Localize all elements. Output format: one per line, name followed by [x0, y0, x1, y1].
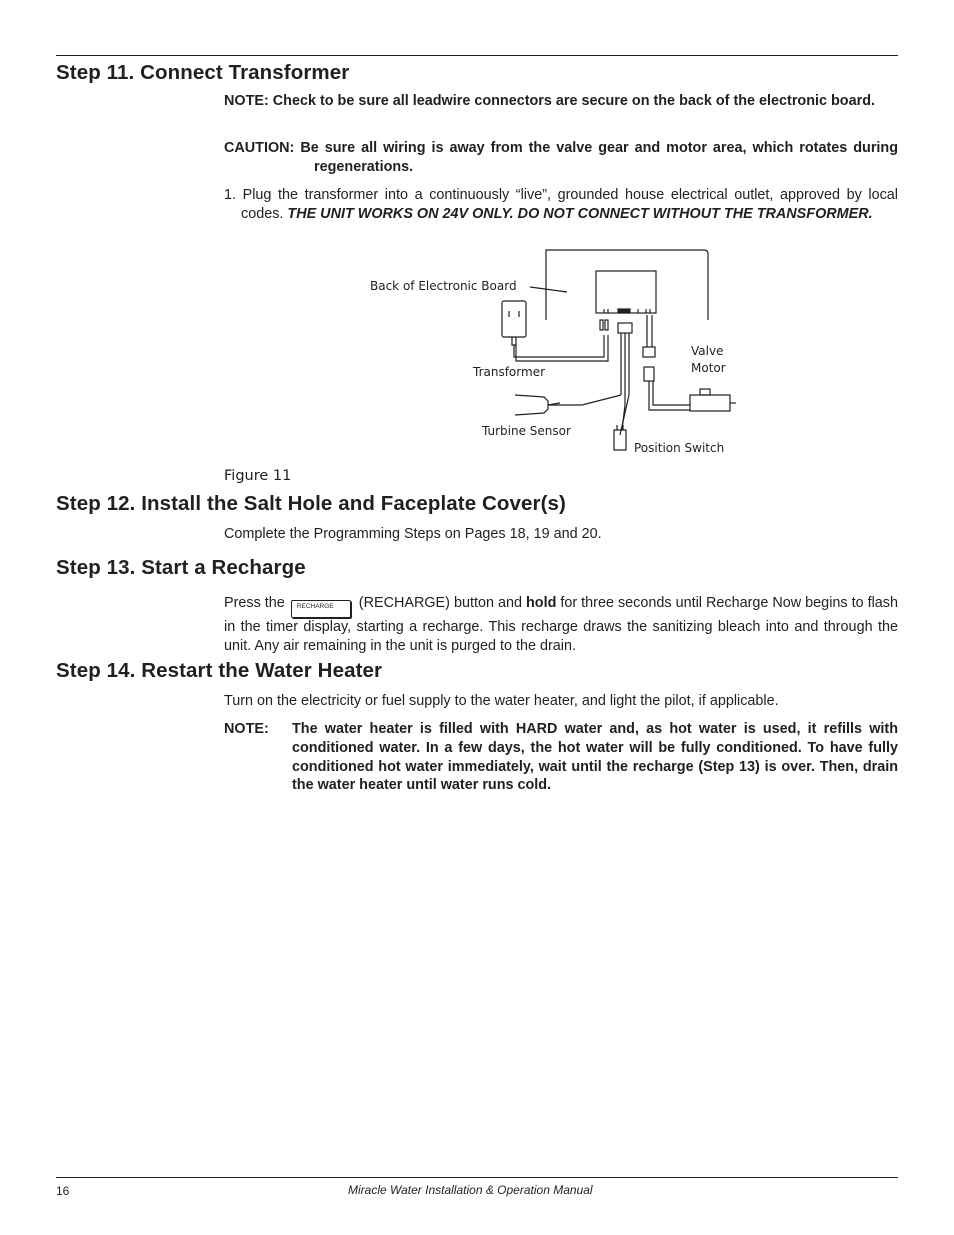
note-label: NOTE:	[224, 93, 269, 109]
list-number: 1.	[224, 187, 237, 203]
step-14-note-text: The water heater is filled with HARD water and, as hot water is used, it refills with conditioned water. In a few days, the hot water will be fully conditioned. To have fully conditioned hot water immediately, wait until the recharge (Step 13) is over. Then, drain the water heater until water runs cold.	[292, 721, 898, 794]
list-emphasis: THE UNIT WORKS ON 24V ONLY. DO NOT CONNECT WITHOUT THE TRANSFORMER.	[287, 205, 873, 222]
label-position-switch: Position Switch	[634, 441, 725, 455]
caution-text: Be sure all wiring is away from the valve gear and motor area, which rotates during regenerations.	[300, 140, 898, 175]
step-12-text: Complete the Programming Steps on Pages 18, 19 and 20.	[224, 526, 602, 542]
step-11-caution	[224, 139, 898, 177]
step-14-heading: Step 14. Restart the Water Heater	[56, 659, 383, 682]
list-text: Plug the transformer into a continuously “live”, grounded house electrical outlet, approved by local codes.	[241, 187, 899, 222]
transformer-box	[502, 301, 526, 337]
label-transformer: Transformer	[473, 365, 546, 379]
electronic-module	[596, 271, 656, 313]
valve-motor	[690, 395, 730, 411]
figure-caption: Figure 11	[224, 468, 292, 484]
step-12-heading: Step 12. Install the Salt Hole and Faceplate Cover(s)	[56, 492, 566, 515]
page-number: 16	[56, 1184, 70, 1198]
recharge-button: RECHARGE	[291, 600, 351, 618]
step-13-text-before: Press the	[224, 595, 285, 611]
step-14-note	[224, 720, 898, 795]
step-11-item-1	[224, 186, 898, 224]
step-13-hold: hold	[525, 595, 557, 611]
manual-title: Miracle Water Installation & Operation Manual	[348, 1183, 593, 1197]
top-rule	[56, 55, 898, 56]
step-13-text-mid: (RECHARGE) button and	[358, 595, 522, 611]
label-valve: Valve	[691, 344, 724, 358]
note-text: Check to be sure all leadwire connectors are secure on the back of the electronic board.	[272, 93, 875, 109]
step-13-text	[224, 594, 898, 656]
footer-rule	[56, 1177, 898, 1178]
turbine-sensor	[515, 395, 548, 415]
caution-label: CAUTION:	[224, 140, 295, 156]
step-13-text-after: for three seconds until Recharge Now begins to flash in the timer display, starting a recharge. This recharge draws the sanitizing bleach into and through the unit. Any air remaining in the unit is purged to the drain.	[224, 595, 898, 654]
step-13-heading: Step 13. Start a Recharge	[56, 556, 306, 579]
step-11-heading: Step 11. Connect Transformer	[56, 61, 350, 84]
step-14-text: Turn on the electricity or fuel supply to the water heater, and light the pilot, if applicable.	[224, 693, 779, 709]
label-back-of-board: Back of Electronic Board	[370, 279, 517, 293]
step-14-note-label: NOTE:	[224, 721, 269, 737]
label-turbine-sensor: Turbine Sensor	[482, 424, 571, 438]
step-11-note	[224, 92, 898, 111]
label-motor: Motor	[691, 361, 726, 375]
